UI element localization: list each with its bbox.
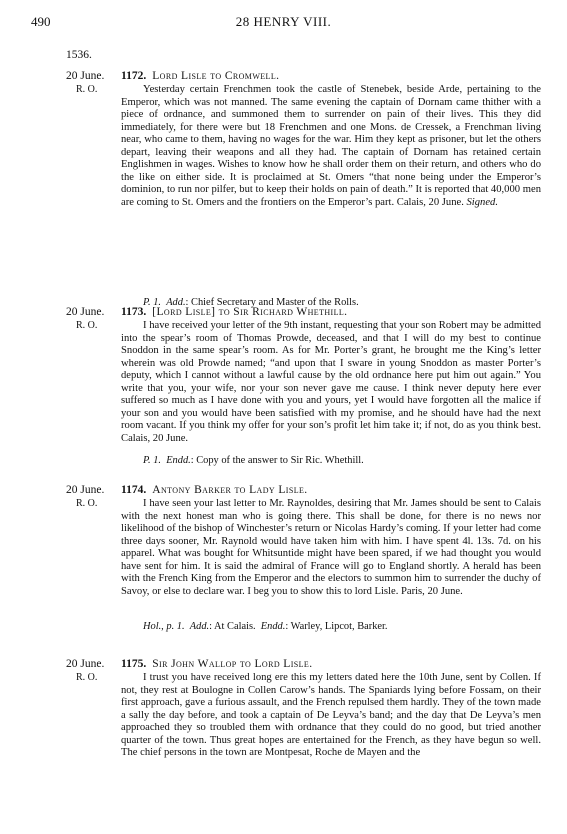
- entry-body: [121, 672, 541, 760]
- running-head-title: 28 HENRY VIII.: [235, 14, 332, 29]
- year-marker: 1536.: [66, 49, 92, 61]
- note-addr-label: Endd.: [166, 455, 191, 466]
- entry-date: 20 June.: [66, 484, 105, 496]
- entry-date: 20 June.: [66, 658, 105, 670]
- note-endd-label: Endd.: [260, 621, 286, 632]
- entry-date: 20 June.: [66, 70, 105, 82]
- entry-body-text: I have seen your last letter to Mr. Raynoldes, desiring that Mr. James should be sent to Calais with the next honest man who is going there. This shall be done, for there is no news nor likelihood of the bishop of Winchester’s return or Nicolas Hardy’s coming. If your letter had come three days sooner, Mr. Raynold would have taken him with him. I have spent 4l. 13s. 7d. on his apparel. What was bought for Whitsuntide might have been spared, if we had thought you would have sent for him. It is said the admiral of France will go to England shortly. A herald has been with the French King from the Emperor and the electors to summon him to surrender the duchy of Savoy, or else to declare war. I beg you to show this to lord Lisle. Paris, 20 June.: [121, 498, 541, 597]
- entry-body-text: Yesterday certain Frenchmen took the castle of Stenebek, beside Arde, pertaining to the Emperor, which was not manned. The same evening the captain of Dornam came thither with a piece of ordnance, and summoned them to surrender on pain of their lives. This they did immediately, for there were but 18 Frenchmen and one Mons. de Cressek, a Frenchman living near, who came to them, having no wages for the war. Him they kept as prisoner, but let the others depart, leaving their weapons and all they had. The captain of Dornam has retained certain Englishmen in wages. Wishes to know how he shall order them on their return, and others who do the like on either side. It is proclaimed at St. Omers “that none being under the Emperor’s dominion, to run nor pilfer, but to keep their holds on pain of death.” It is reported that 40,000 men are coming to St. Omers and the frontiers on the Emperor’s part. Calais, 20 June.: [121, 84, 541, 208]
- note-text: : Chief Secretary and Master of the Rolls.: [185, 297, 359, 308]
- entry-source: R. O.: [76, 320, 98, 331]
- note-label: P. 1.: [143, 455, 161, 466]
- entry-title: Antony Barker to Lady Lisle.: [152, 484, 308, 496]
- entry-date: 20 June.: [66, 306, 105, 318]
- entry-heading: [121, 484, 308, 497]
- note-addr-label: Add.: [189, 621, 210, 632]
- entry-title: Sir John Wallop to Lord Lisle.: [152, 658, 313, 670]
- running-header: [0, 14, 567, 30]
- entry-number: 1175.: [121, 658, 147, 670]
- entry-signed: Signed.: [466, 196, 498, 208]
- entry-number: 1172.: [121, 70, 147, 82]
- note-label: Hol., p. 1.: [143, 621, 185, 632]
- entry-source: R. O.: [76, 672, 98, 683]
- entry-body: [121, 320, 541, 445]
- note-text: : Copy of the answer to Sir Ric. Whethill.: [190, 455, 364, 466]
- entry-heading: [121, 306, 347, 319]
- entry-title: Lord Lisle to Cromwell.: [152, 70, 280, 82]
- entry-body-text: I have received your letter of the 9th instant, requesting that your son Robert may be admitted into the spear’s room of Thomas Prowde, deceased, and that I will do my best to continue Snoddon in the same spear’s room. As for Mr. Porter’s grant, he brought me the King’s letter wherein was old Prowde named; “and upon that I sware in young Snoddon as master Porter’s deputy, which I cannot without a lawful cause by the old ordnance here put him out again.” You write that you, your wife, nor your son never gave me cause. I think never deputy here ever suffered so much as I have done with you and yours, yet I would have forgotten all the malice if your son and you would have been satisfied with my promise, and he should have had the next room vacant. If you think my offer for your son’s profit let him take it; if not, do as you think best. Calais, 20 June.: [121, 320, 541, 444]
- entry-body-text: I trust you have received long ere this my letters dated here the 10th June, sent by Collen. If not, they rest at Boulogne in Collen Carow’s hands. The Spaniards lying before Fossam, on their first approach, gave a furious assault, and the French repulsed them hardly. They of the town made a sally the day before, and took a captain of De Leyva’s band; and the day that De Leyva’s men approached they so troubled them with ordnance that they could do no good, but tried another quarter of the town. Thus great hopes are entertained for the French, as they have begun so well. The chief persons in the town are Montpesat, Roche de Mayen and the: [121, 672, 541, 758]
- entry-source: R. O.: [76, 498, 98, 509]
- entry-body: [121, 498, 541, 598]
- entry-title: [Lord Lisle] to Sir Richard Whethill.: [152, 306, 348, 318]
- entry-heading: [121, 658, 312, 671]
- note-endd-text: : Warley, Lipcot, Barker.: [285, 621, 388, 632]
- entry-number: 1173.: [121, 306, 147, 318]
- entry-note: [143, 621, 388, 634]
- entry-source: R. O.: [76, 84, 98, 95]
- entry-body: [121, 84, 541, 209]
- entry-note: [143, 455, 364, 468]
- entry-heading: [121, 70, 279, 83]
- note-label: P. 1.: [143, 297, 161, 308]
- entry-number: 1174.: [121, 484, 147, 496]
- note-addr-label: Add.: [166, 297, 186, 308]
- page-number: 490: [31, 14, 51, 29]
- note-text: : At Calais.: [209, 621, 256, 632]
